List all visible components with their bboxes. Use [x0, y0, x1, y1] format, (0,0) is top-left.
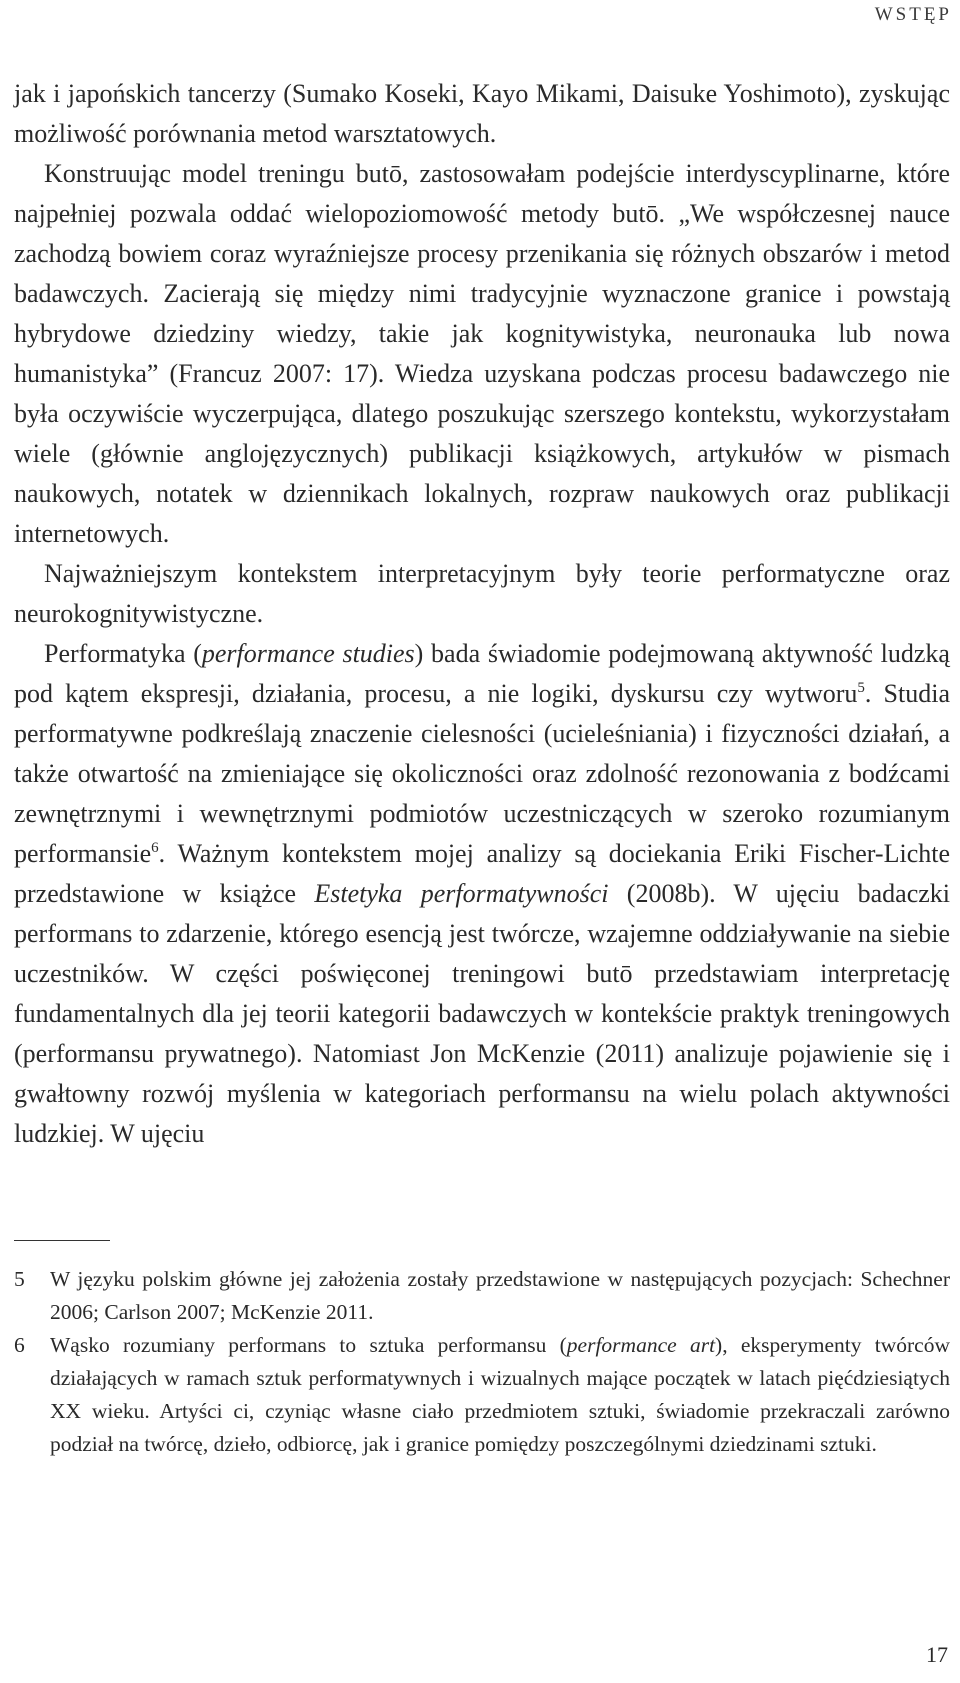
- paragraph-1: jak i japońskich tancerzy (Sumako Koseki, Kayo Mikami, Daisuke Yoshimoto), zyskując możliwość porównania metod warsztatowych.: [14, 79, 950, 148]
- paragraph-3: Najważniejszym kontekstem interpretacyjnym były teorie performatyczne oraz neurokognitywistyczne.: [14, 559, 950, 628]
- footnotes: [14, 1263, 950, 1461]
- footnote-5: [14, 1263, 950, 1329]
- footnote-6-text-a: Wąsko rozumiany performans to sztuka performansu (: [50, 1333, 567, 1357]
- italic-book-title: Estetyka performatywności: [314, 879, 609, 908]
- italic-term-performance-art: performance art: [566, 1333, 716, 1357]
- paragraph-2: Konstruując model treningu butō, zastosowałam podejście interdyscyplinarne, które najpełniej pozwala oddać wielopoziomowość metody butō. „We współczesnej nauce zachodzą bowiem coraz wyraźniejsze procesy przenikania się różnych obszarów i metod badawczych. Zacierają się między nimi tradycyjnie wyznaczone granice i powstają hybrydowe dziedziny wiedzy, takie jak kognitywistyka, neuronauka lub nowa humanistyka” (Francuz 2007: 17). Wiedza uzyskana podczas procesu badawczego nie była oczywiście wyczerpująca, dlatego poszukując szerszego kontekstu, wykorzystałam wiele (głównie anglojęzycznych) publikacji książkowych, artykułów w pismach naukowych, notatek w dziennikach lokalnych, rozpraw naukowych oraz publikacji internetowych.: [14, 159, 950, 548]
- paragraph-4-text-b: ) bada świadomie podejmowaną aktywność ludzką pod kątem ekspresji, działania, procesu, a nie logiki, dyskursu czy wytworu: [14, 639, 950, 708]
- running-header: WSTĘP: [874, 4, 952, 25]
- page-number: 17: [926, 1642, 948, 1667]
- paragraph-4-text-d: . Ważnym kontekstem mojej analizy są dociekania Eriki Fischer-Lichte przedstawione w książce: [14, 839, 950, 908]
- footnote-text: [50, 1329, 950, 1461]
- footnote-6-text-b: ), eksperymenty twórców działających w ramach sztuk performatywnych i wizualnych mające początek w latach pięćdziesiątych XX wieku. Artyści ci, czyniąc własne ciało przedmiotem sztuki, świadomie przekraczali zarówno podział na twórcę, dzieło, odbiorcę, jak i granice pomiędzy poszczególnymi dziedzinami sztuki.: [50, 1333, 951, 1456]
- footnote-ref-5: 5: [857, 680, 865, 696]
- footnote-6: [14, 1329, 950, 1461]
- footnote-number: 6: [14, 1333, 25, 1357]
- footnote-ref-6: 6: [151, 840, 159, 856]
- paragraph-4-text-c: . Studia performatywne podkreślają znaczenie cielesności (ucieleśniania) i fizyczności działań, a także otwartość na zmieniające się okoliczności oraz zdolność rezonowania z bodźcami zewnętrznymi i wewnętrznymi podmiotów uczestniczących w szeroko rozumianym performansie: [14, 679, 950, 868]
- paragraph-4: [14, 634, 950, 1154]
- footnote-number: 5: [14, 1267, 25, 1291]
- main-text: [14, 74, 950, 1154]
- footnote-text: W języku polskim główne jej założenia zostały przedstawione w następujących pozycjach: Schechner 2006; Carlson 2007; McKenzie 2011.: [50, 1267, 950, 1324]
- paragraph-4-text-a: Performatyka (: [44, 639, 202, 668]
- paragraph-4-text-e: (2008b). W ujęciu badaczki performans to zdarzenie, którego esencją jest twórcze, wzajemne oddziaływanie na siebie uczestników. W części poświęconej treningowi butō przedstawiam interpretację fundamentalnych dla jej teorii kategorii badawczych w kontekście praktyk treningowych (performansu prywatnego). Natomiast Jon McKenzie (2011) analizuje pojawienie się i gwałtowny rozwój myślenia w kategoriach performansu na wielu polach aktywności ludzkiej. W ujęciu: [14, 879, 950, 1148]
- italic-term-performance-studies: performance studies: [201, 639, 415, 668]
- footnote-separator: [14, 1240, 110, 1241]
